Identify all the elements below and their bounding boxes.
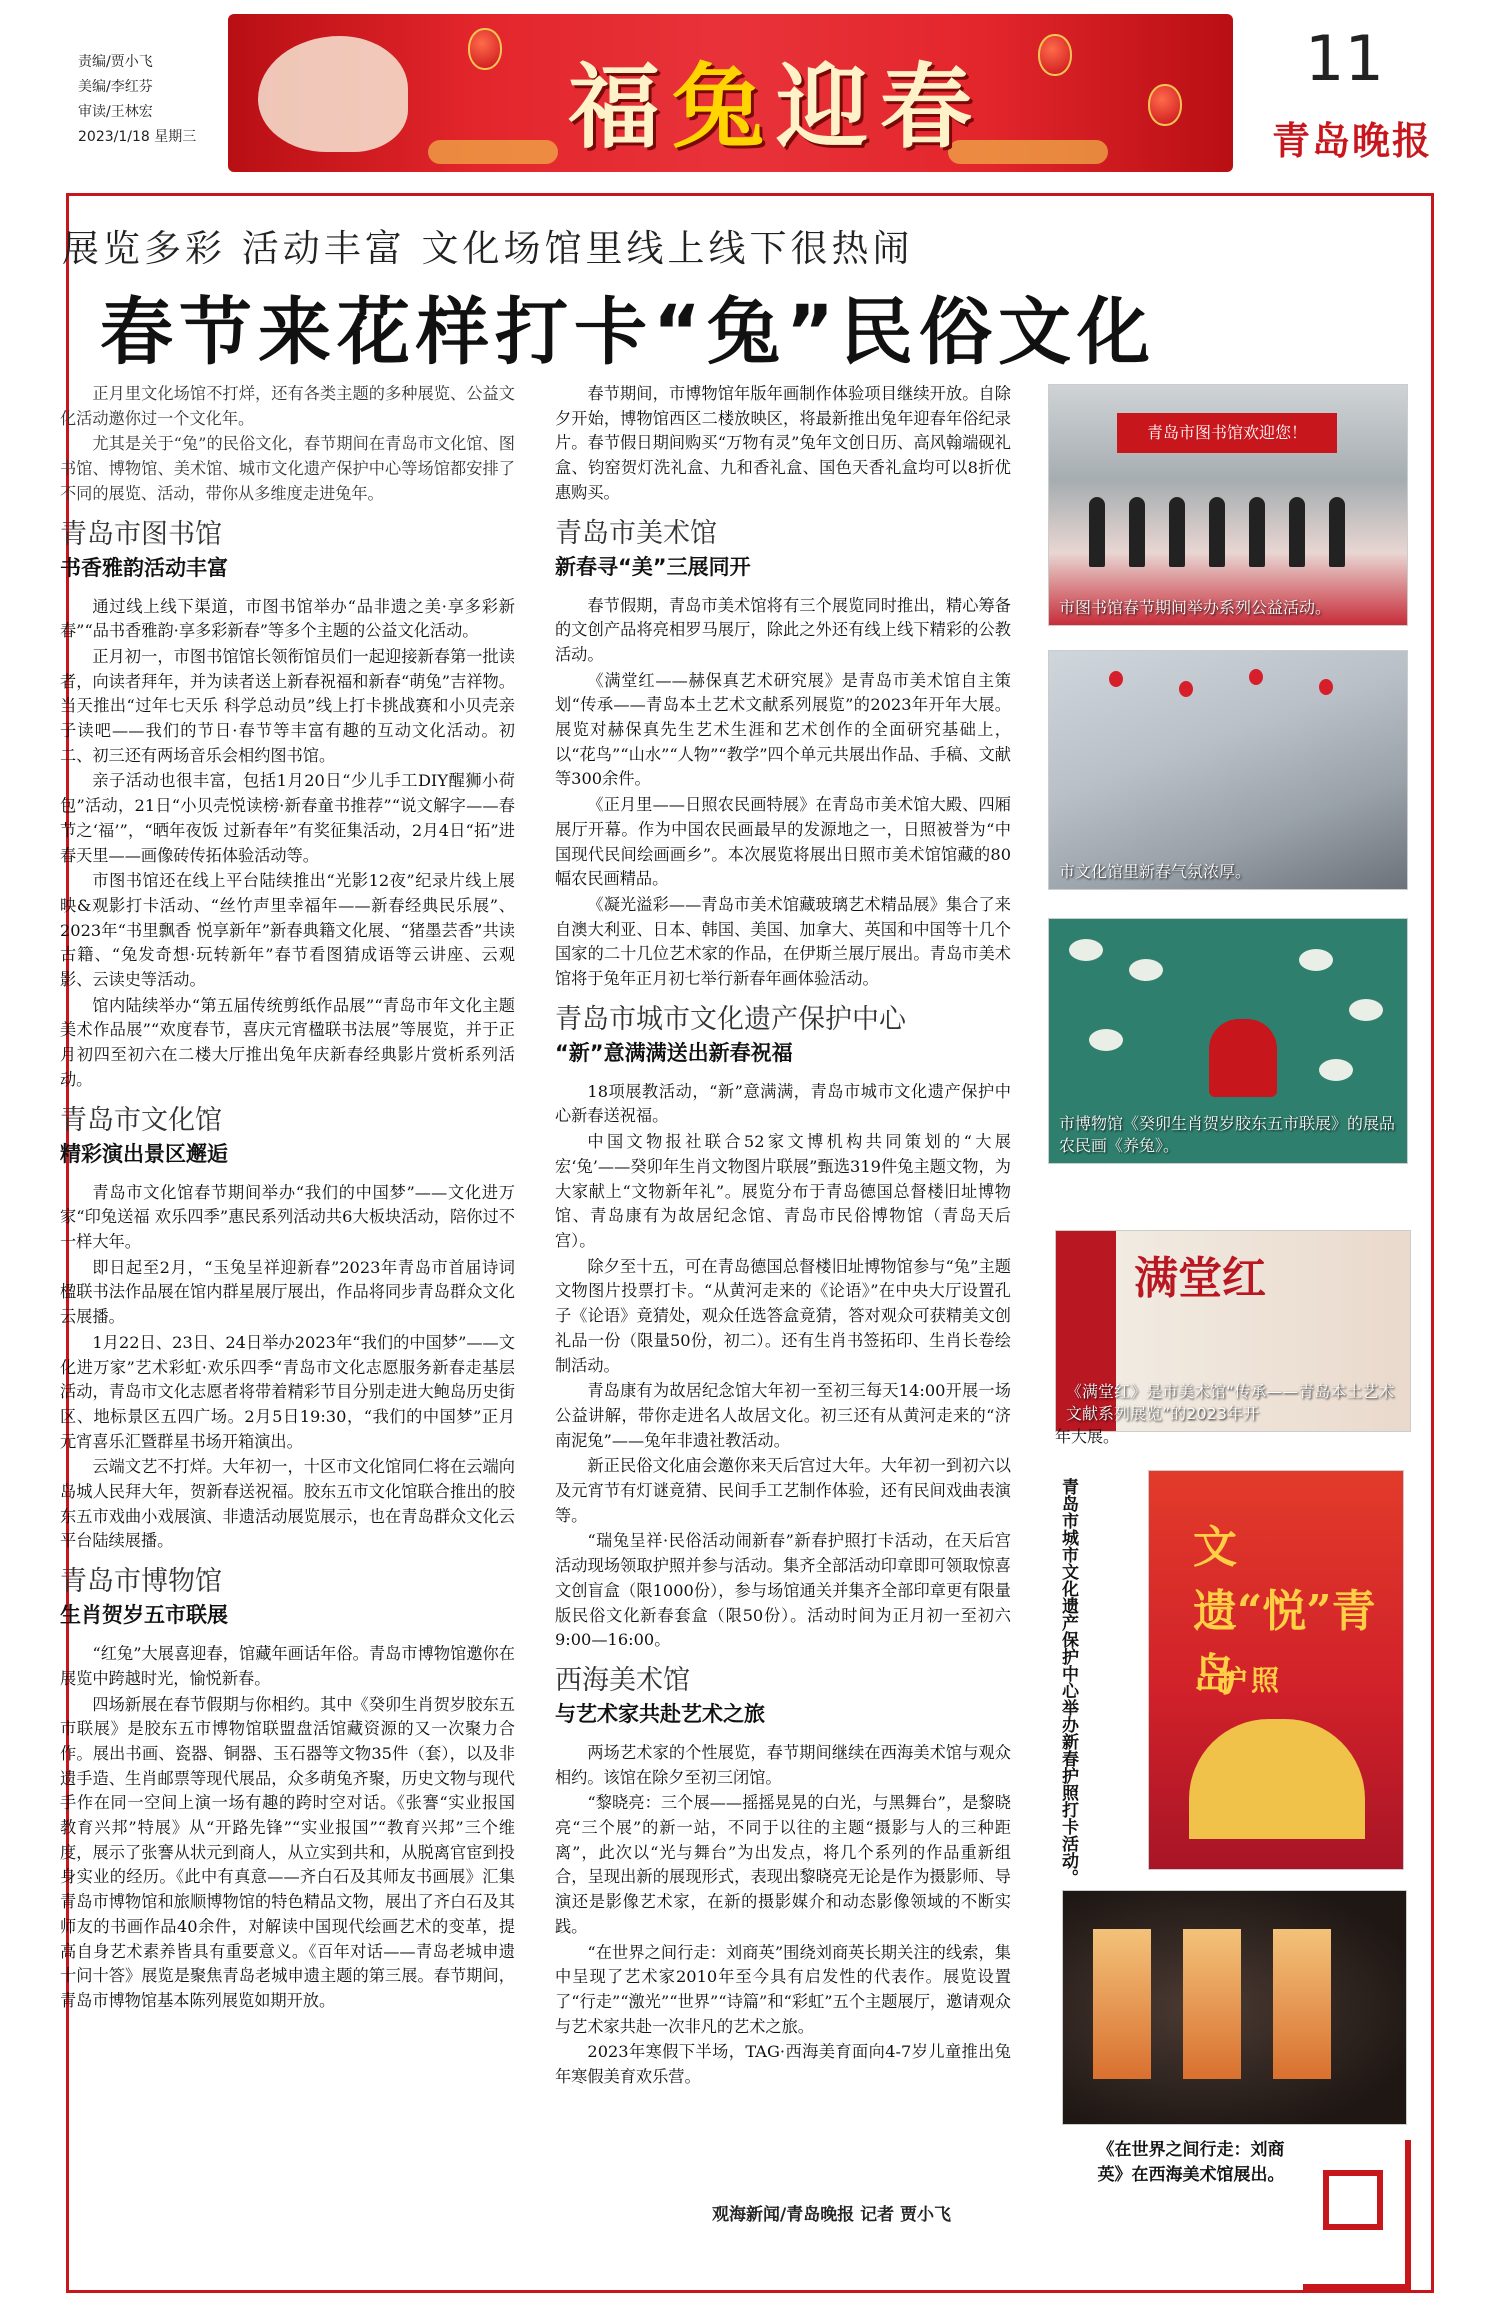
art-museum-paragraph: 《正月里——日照农民画特展》在青岛市美术馆大殿、四厢展厅开幕。作为中国农民画最早的发源地之一，日照被誉为“中国现代民间绘画画乡”。本次展览将展出日照市美术馆馆藏的80幅农民画精品。 [555, 795, 1011, 889]
art-museum-paragraph: 《满堂红——赫保真艺术研究展》是青岛市美术馆自主策划“传承——青岛本土艺术文献系列展览”的2023年开年大展。展览对赫保真先生艺术生涯和艺术创作的全面研究基础上，以“花鸟”“山水”“人物”“教学”四个单元共展出作品、手稿、文献等300余件。 [555, 670, 1011, 789]
lantern-icon [1249, 669, 1263, 685]
culture-center-paragraph: 1月22日、23日、24日举办2023年“我们的中国梦”——文化进万家”艺术彩虹·欢乐四季“青岛市文化志愿服务新春走基层活动，青岛市文化志愿者将带着精彩节目分别走进大鲍岛历史街区、地标景区五四广场。2月5日19:30，“我们的中国梦”正月元宵喜乐汇暨群星书场开箱演出。 [60, 1332, 515, 1451]
library-paragraph: 正月初一，市图书馆馆长领衔馆员们一起迎接新春第一批读者，向读者拜年，并为读者送上新春祝福和新春“萌兔”吉祥物。当天推出“过年七天乐 科学总动员”线上打卡挑战赛和小贝壳亲子读吧——我们的节日·春节等丰富有趣的互动文化活动。初二、初三还有两场音乐会相约图书馆。 [60, 646, 515, 765]
section-subtitle-culture-center: 精彩演出景区邂逅 [60, 1141, 228, 1166]
lantern-icon [1109, 671, 1123, 687]
poster-title: 满堂红 [1134, 1253, 1266, 1304]
banner-title-prefix: 福 [568, 53, 673, 161]
art-editor-credit: 美编/李红芬 [78, 79, 153, 95]
passport-illustration [1189, 1719, 1365, 1839]
welcome-sign: 青岛市图书馆欢迎您！ [1117, 413, 1337, 453]
lead-paragraph: 正月里文化场馆不打烊，还有各类主题的多种展览、公益文化活动邀你过一个文化年。 [60, 384, 515, 428]
rabbit-motif [1089, 1029, 1123, 1051]
photo-caption-continuation: 年大展。 [1055, 1427, 1120, 1446]
rabbit-motif [1319, 1059, 1353, 1081]
person-figure [1289, 497, 1305, 567]
photo-caption: 《满堂红》是市美术馆“传承——青岛本土艺术文献系列展览”的2023年开 [1066, 1382, 1395, 1423]
culture-center-paragraph: 云端文艺不打烊。大年初一，十区市文化馆同仁将在云端向岛城人民拜大年，贺新春送祝福。胶东五市文化馆联合推出的胶东五市戏曲小戏展演、非遗活动展览展示，也在青岛群众文化云平台陆续展播。 [60, 1457, 515, 1551]
photo-caption: 市文化馆里新春气氛浓厚。 [1059, 862, 1252, 881]
masthead-meta [78, 50, 196, 150]
library-paragraph: 亲子活动也很丰富，包括1月20日“少儿手工DIY醒狮小荷包”活动，21日“小贝壳悦读榜·新春童书推荐”“说文解字——春节之‘福’”，“晒年夜饭 过新春年”有奖征集活动，2月4日“拓”进春天里——画像砖传拓体验活动等。 [60, 771, 515, 865]
rabbit-motif [1299, 949, 1333, 971]
person-figure [1169, 497, 1185, 567]
issue-date: 2023/1/18 星期三 [78, 129, 197, 145]
page-number: 11 [1305, 22, 1384, 95]
section-subtitle-heritage: “新”意满满送出新春祝福 [555, 1040, 793, 1065]
photo-caption: 市图书馆春节期间举办系列公益活动。 [1059, 598, 1332, 617]
art-museum-paragraph: 《凝光溢彩——青岛市美术馆藏玻璃艺术精品展》集合了来自澳大利亚、日本、韩国、美国、加拿大、英国和中国等十几个国家的二十几位艺术家的作品，在伊斯兰展厅展出。青岛市美术馆将于兔年正月初七举行新春年画体验活动。 [555, 894, 1011, 989]
photo-xihai-exhibition [1062, 1890, 1407, 2125]
editor-credit: 责编/贾小飞 [78, 54, 153, 70]
heritage-paragraph: 18项展教活动，“新”意满满，青岛市城市文化遗产保护中心新春送祝福。 [555, 1081, 1011, 1126]
heritage-paragraph: “瑞兔呈祥·民俗活动闹新春”新春护照打卡活动，在天后宫活动现场领取护照并参与活动。集齐全部活动印章即可领取惊喜文创盲盒（限1000份），参与场馆通关并集齐全部印章更有限量版民俗文化新春套盒（限50份）。活动时间为正月初一至初六9:00—16:00。 [555, 1531, 1011, 1650]
cloud-ornament [428, 140, 558, 164]
culture-center-paragraph: 青岛市文化馆春节期间举办“我们的中国梦”——文化进万家“印兔送福 欢乐四季”惠民系列活动共6大板块活动，陪你过不一样大年。 [60, 1182, 515, 1251]
heritage-paragraph: 青岛康有为故居纪念馆大年初一至初三每天14:00开展一场公益讲解，带你走进名人故居文化。初三还有从黄河走来的“济南泥兔”——兔年非遗社教活动。 [555, 1381, 1011, 1450]
section-subtitle-xihai: 与艺术家共赴艺术之旅 [555, 1701, 765, 1726]
lantern-icon [1319, 679, 1333, 695]
photo-mantanghong-poster [1055, 1230, 1411, 1432]
photo-heritage-passport [1148, 1470, 1404, 1870]
lantern-icon [1179, 681, 1193, 697]
article-byline: 观海新闻/青岛晚报 记者 贾小飞 [712, 2205, 952, 2225]
section-title-library: 青岛市图书馆 [60, 518, 222, 550]
lead-paragraph: 尤其是关于“兔”的民俗文化，春节期间在青岛市文化馆、图书馆、博物馆、美术馆、城市文化遗产保护中心等场馆都安排了不同的展览、活动，带你从多维度走进兔年。 [60, 434, 515, 503]
lantern-icon [1148, 84, 1182, 126]
section-title-museum: 青岛市博物馆 [60, 1566, 222, 1598]
article-headline: 春节来花样打卡“兔”民俗文化 [100, 290, 1156, 375]
reviewer-credit: 审读/王林宏 [78, 104, 153, 120]
heritage-paragraph: 除夕至十五，可在青岛德国总督楼旧址博物馆参与“兔”主题文物图片投票打卡。“从黄河走来的《论语》”在中央大厅设置孔子《论语》竟猜处，观众任选答盒竟猜，答对观众可获精美文创礼品一份（限量50份，初二）。还有生肖书签拓印、生肖长卷绘制活动。 [555, 1256, 1011, 1375]
rabbit-illustration [258, 36, 408, 152]
section-title-heritage: 青岛市城市文化遗产保护中心 [555, 1003, 906, 1035]
section-title-culture-center: 青岛市文化馆 [60, 1104, 222, 1136]
person-figure [1129, 497, 1145, 567]
newspaper-logo: 青岛晚报 [1272, 118, 1433, 163]
xihai-paragraph: “在世界之间行走：刘商英”围绕刘商英长期关注的线索，集中呈现了艺术家2010年至今具有启发性的代表作。展览设置了“行走”“激光”“世界”“诗篇”和“彩虹”五个主题展厅，邀请观众与艺术家共赴一次非凡的艺术之旅。 [555, 1942, 1011, 2036]
photo-caption: 市博物馆《癸卯生肖贺岁胶东五市联展》的展品农民画《养兔》。 [1059, 1114, 1396, 1155]
passport-label: 护照 [1219, 1664, 1284, 1697]
light-installation [1183, 1929, 1241, 2079]
heritage-paragraph: 新正民俗文化庙会邀你来天后宫过大年。大年初一到初六以及元宵节有灯谜竟猜、民间手工艺制作体验，还有民间戏曲表演等。 [555, 1456, 1011, 1525]
passport-title: 文遗“悦”青岛 [1193, 1522, 1376, 1701]
lantern-icon [1038, 34, 1072, 76]
banner-title-accent: 兔 [672, 53, 777, 161]
xihai-paragraph: 两场艺术家的个性展览，春节期间继续在西海美术馆与观众相约。该馆在除夕至初三闭馆。 [555, 1742, 1011, 1787]
xihai-paragraph: “黎晓亮：三个展——摇摇晃晃的白光，与黑舞台”，是黎晓亮“三个展”的新一站，不同于以往的主题“摄影与人的三种距离”，此次以“光与舞台”为出发点，将几个系列的作品重新组合，呈现出新的展现形式，表现出黎晓亮无论是作为摄影师、导演还是影像艺术家，在新的摄影媒介和动态影像领域的不断实践。 [555, 1793, 1011, 1936]
culture-center-paragraph: 即日起至2月，“玉兔呈祥迎新春”2023年青岛市首届诗词楹联书法作品展在馆内群星展厅展出，作品将同步青岛群众文化云展播。 [60, 1257, 515, 1327]
person-figure [1329, 497, 1345, 567]
museum-paragraph: 四场新展在春节假期与你相约。其中《癸卯生肖贺岁胶东五市联展》是胶东五市博物馆联盟盘活馆藏资源的又一次聚力合作。展出书画、瓷器、铜器、玉石器等文物35件（套），以及非遗手造、生肖邮票等现代展品，众多萌兔齐聚，历史文物与现代手作在同一空间上演一场有趣的跨时空对话。《张謇“实业报国 教育兴邦”特展》从“开路先锋”“实业报国”“教育兴邦”三个维度，展示了张謇从状元到商人，从立实到共和，从脱离官宦到投身实业的经历。《此中有真意——齐白石及其师友书画展》汇集青岛市博物馆和旅顺博物馆的特色精品文物，展出了齐白石及其师友的书画作品40余件，对解读中国现代绘画艺术的变革，提高自身艺术素养皆具有重要意义。《百年对话——青岛老城申遗十问十答》展览是聚焦青岛老城申遗主题的第三展。春节期间，青岛市博物馆基本陈列展览如期开放。 [60, 1694, 515, 2010]
painted-figure [1209, 1019, 1277, 1097]
rabbit-motif [1349, 999, 1383, 1021]
xihai-paragraph: 2023年寒假下半场，TAG·西海美育面向4-7岁儿童推出兔年寒假美育欢乐营。 [555, 2042, 1011, 2087]
article-kicker: 展览多彩 活动丰富 文化场馆里线上线下很热闹 [62, 227, 914, 270]
section-title-art-museum: 青岛市美术馆 [555, 517, 717, 549]
banner-title [568, 34, 984, 166]
library-paragraph: 馆内陆续举办“第五届传统剪纸作品展”“青岛市年文化主题美术作品展”“欢度春节，喜庆元宵楹联书法展”等展览，并于正月初四至初六在二楼大厅推出兔年庆新春经典影片赏析系列活动。 [60, 995, 515, 1089]
person-figure [1249, 497, 1265, 567]
light-installation [1093, 1929, 1151, 2079]
banner-title-suffix: 迎春 [776, 53, 985, 161]
heritage-paragraph: 中国文物报社联合52家文博机构共同策划的“大展宏‘兔’——癸卯年生肖文物图片联展”甄选319件兔主题文物，为大家献上“文物新年礼”。展览分布于青岛德国总督楼旧址博物馆、青岛康有为故居纪念馆、青岛市民俗博物馆（青岛天后宫）。 [555, 1132, 1011, 1250]
rabbit-motif [1129, 959, 1163, 981]
text-column-1 [60, 382, 515, 2015]
vertical-photo-caption: 青岛市城市文化遗产保护中心举办新春护照打卡活动。 [1058, 1478, 1078, 1886]
person-figure [1089, 497, 1105, 567]
rabbit-motif [1069, 939, 1103, 961]
corner-ornament-inner [1323, 2170, 1383, 2230]
art-museum-paragraph: 春节假期，青岛市美术馆将有三个展览同时推出，精心筹备的文创产品将亮相罗马展厅，除此之外还有线上线下精彩的公教活动。 [555, 595, 1011, 664]
museum-paragraph: 春节期间，市博物馆年版年画制作体验项目继续开放。自除夕开始，博物馆西区二楼放映区，将最新推出兔年迎春年俗纪录片。春节假日期间购买“万物有灵”兔年文创日历、高风翰端砚礼盒、钧窑贺灯洗礼盒、九和香礼盒、国色天香礼盒均可以8折优惠购买。 [555, 384, 1011, 502]
library-paragraph: 通过线上线下渠道，市图书馆举办“品非遗之美·享多彩新春”“品书香雅韵·享多彩新春”等多个主题的公益文化活动。 [60, 596, 515, 641]
lantern-icon [468, 28, 502, 70]
library-paragraph: 市图书馆还在线上平台陆续推出“光影12夜”纪录片线上展映&观影打卡活动、“丝竹声里幸福年——新春经典民乐展”、2023年“书里飘香 悦享新年”新春典籍文化展、“猪墨芸香”共读古籍、“兔发奇想·玩转新年”春节看图猜成语等云讲座、云观影、云读史等活动。 [60, 871, 515, 990]
section-subtitle-library: 书香雅韵活动丰富 [60, 555, 228, 580]
photo-culture-center-hall [1048, 650, 1408, 890]
photo-rabbit-painting [1048, 918, 1408, 1164]
corner-ornament [1303, 2140, 1411, 2290]
person-figure [1209, 497, 1225, 567]
light-installation [1273, 1929, 1331, 2079]
museum-paragraph: “红兔”大展喜迎春，馆藏年画话年俗。青岛市博物馆邀你在展览中跨越时光，愉悦新春。 [60, 1644, 515, 1688]
festival-banner [228, 14, 1233, 172]
section-title-xihai: 西海美术馆 [555, 1664, 690, 1696]
photo-library-event [1048, 384, 1408, 626]
section-subtitle-museum: 生肖贺岁五市联展 [60, 1603, 228, 1628]
text-column-2 [555, 382, 1011, 2091]
section-subtitle-art-museum: 新春寻“美”三展同开 [555, 554, 751, 579]
photo-caption: 《在世界之间行走：刘商英》在西海美术馆展出。 [1097, 2140, 1285, 2185]
